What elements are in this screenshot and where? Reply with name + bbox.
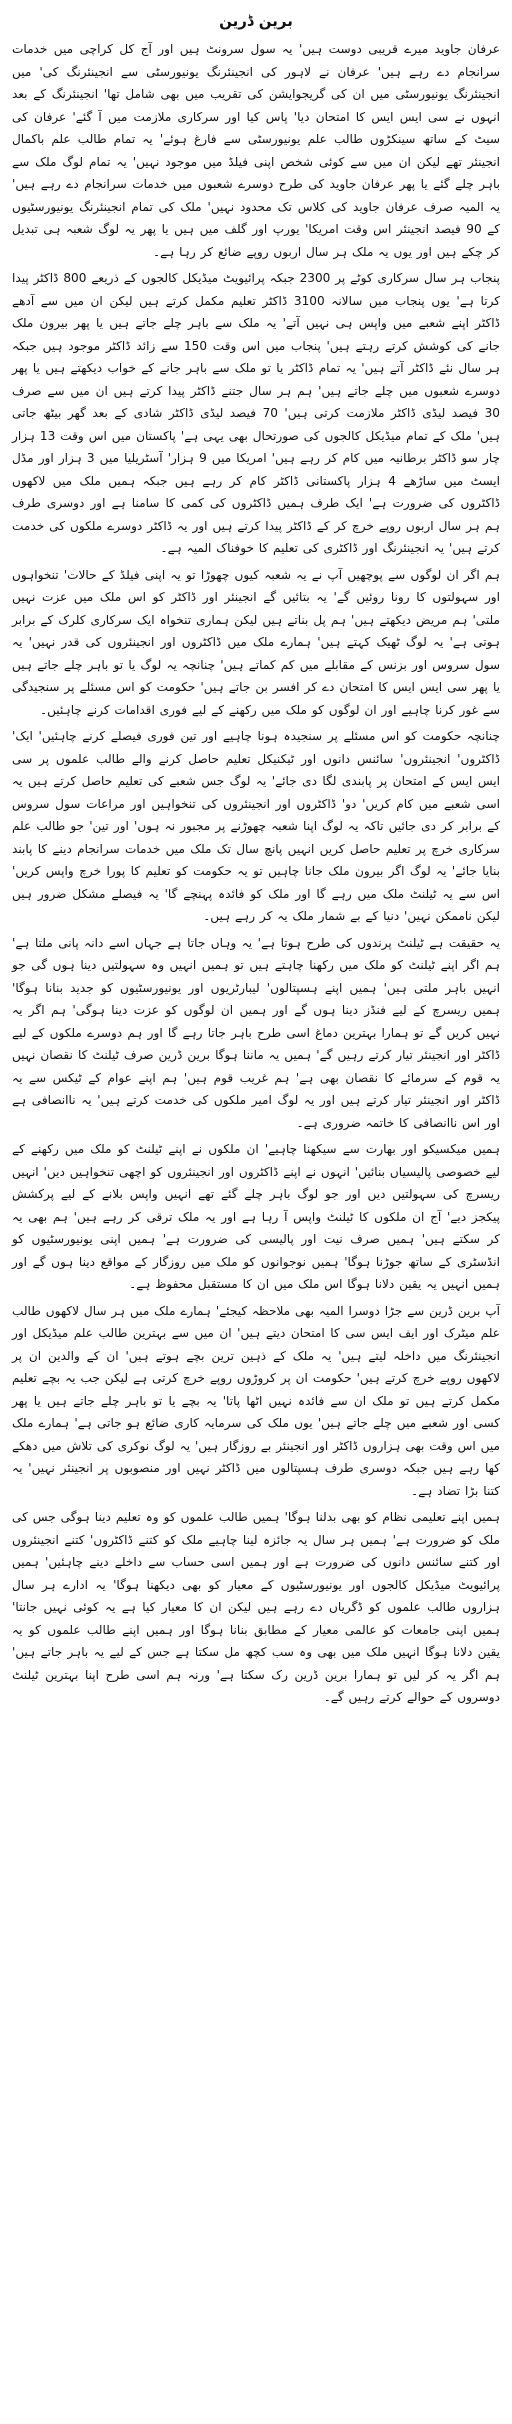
article-title: برین ڈرین bbox=[219, 12, 293, 30]
paragraph-6: ہمیں میکسیکو اور بھارت سے سیکھنا چاہیے' ان ملکوں نے اپنے ٹیلنٹ کو ملک میں رکھنے کے لیے خصوصی پالیسیاں بنائیں' انہوں نے اپنے ڈاکٹروں اور انجینئروں کو اچھی تنخواہیں دیں' انہیں ریسرچ کی سہولتیں دیں اور جو لوگ باہر چلے گئے تھے انہیں واپس بلانے کے لیے پرکشش پیکجز دیے' آج ان ملکوں کا ٹیلنٹ واپس آ رہا ہے اور یہ ملک ترقی کر رہے ہیں' ہم بھی یہ کر سکتے ہیں' ہمیں صرف نیت اور پالیسی کی ضرورت ہے' ہمیں اپنی یونیورسٹیوں کو انڈسٹری کے ساتھ جوڑنا ہوگا' ہمیں نوجوانوں کو ملک میں روزگار کے مواقع دینا ہوں گے اور ہمیں انہیں یہ یقین دلانا ہوگا اس ملک میں ان کا مستقبل محفوظ ہے۔ bbox=[12, 1142, 500, 1291]
paragraph-4: چنانچہ حکومت کو اس مسئلے پر سنجیدہ ہونا چاہیے اور تین فوری فیصلے کرنے چاہئیں' ایک' ڈاکٹروں' انجینئروں' سائنس دانوں اور ٹیکنیکل تعلیم حاصل کرنے والے طالب علموں پر سی ایس ایس کے امتحان پر پابندی لگا دی جائے' یہ لوگ جس شعبے کی تعلیم حاصل کرتے ہیں یہ اسی شعبے میں کام کریں' دو' ڈاکٹروں اور انجینئروں کی تنخواہیں اور مراعات سول سروس کے برابر کر دی جائیں تاکہ یہ لوگ اپنا شعبہ چھوڑنے پر مجبور نہ ہوں' اور تین' جو طالب علم سرکاری خرچ پر تعلیم حاصل کریں انہیں پانچ سال تک ملک میں خدمات سرانجام دینے کا پابند بنایا جائے' یہ لوگ اگر بیرون ملک جانا چاہیں تو یہ حکومت کو تعلیم کا پورا خرچ واپس کریں' اس سے یہ ٹیلنٹ ملک میں رہے گا اور ملک کو فائدہ پہنچے گا' یہ فیصلے مشکل ضرور ہیں لیکن ناممکن نہیں' دنیا کے بے شمار ملک یہ کر رہے ہیں۔ bbox=[12, 729, 500, 923]
paragraph-2: پنجاب ہر سال سرکاری کوٹے پر 2300 جبکہ پرائیویٹ میڈیکل کالجوں کے ذریعے 800 ڈاکٹر پیدا کرتا ہے' یوں پنجاب میں سالانہ 3100 ڈاکٹر تعلیم مکمل کرتے ہیں لیکن ان میں سے آدھے ڈاکٹر اپنے شعبے میں واپس ہی نہیں آتے' یہ ملک سے باہر چلے جاتے ہیں یا پھر بیرون ملک جانے کی کوشش کرتے رہتے ہیں' پنجاب میں اس وقت 150 سے زائد ڈاکٹر موجود ہیں جبکہ ہر سال نئے ڈاکٹر آتے ہیں' یہ تمام ڈاکٹر یا تو ملک سے باہر جانے کے خواب دیکھتے ہیں یا پھر دوسرے شعبوں میں چلے جاتے ہیں' ہم ہر سال جتنے ڈاکٹر پیدا کرتے ہیں ان میں سے صرف 30 فیصد لیڈی ڈاکٹر ملازمت کرتی ہیں' 70 فیصد لیڈی ڈاکٹر شادی کے بعد گھر بیٹھ جاتی ہیں' ملک کے تمام میڈیکل کالجوں کی صورتحال بھی یہی ہے' پاکستان میں اس وقت 13 ہزار چار سو ڈاکٹر برطانیہ میں کام کر رہے ہیں' امریکا میں 9 ہزار' آسٹریلیا میں 3 ہزار اور مڈل ایسٹ میں ساڑھے 4 ہزار پاکستانی ڈاکٹر کام کر رہے ہیں جبکہ ہمیں ملک میں لاکھوں ڈاکٹروں کی ضرورت ہے' ایک طرف ہمیں ڈاکٹروں کی کمی کا سامنا ہے اور دوسری طرف ہم ہر سال اربوں روپے خرچ کر کے ڈاکٹر پیدا کرتے ہیں اور یہ ڈاکٹر دوسرے ملکوں کی خدمت کرتے ہیں' یہ انجینئرنگ اور ڈاکٹری کی تعلیم کا خوفناک المیہ ہے۔ bbox=[12, 271, 500, 555]
paragraph-5: یہ حقیقت ہے ٹیلنٹ پرندوں کی طرح ہوتا ہے' یہ وہاں جاتا ہے جہاں اسے دانہ پانی ملتا ہے' ہم اگر اپنے ٹیلنٹ کو ملک میں رکھنا چاہتے ہیں تو ہمیں انہیں وہ سہولتیں دینا ہوں گی جو انہیں باہر ملتی ہیں' ہمیں اپنے ہسپتالوں' لیبارٹریوں اور یونیورسٹیوں کو جدید بنانا ہوگا' ہمیں ریسرچ کے لیے فنڈز دینا ہوں گے اور ہمیں ان لوگوں کو عزت دینا ہوگی' ہم اگر یہ نہیں کریں گے تو ہمارا بہترین دماغ اسی طرح باہر جاتا رہے گا اور ہم دوسرے ملکوں کے لیے ڈاکٹر اور انجینئر تیار کرتے رہیں گے' ہمیں یہ ماننا ہوگا برین ڈرین صرف ٹیلنٹ کا نقصان نہیں یہ قوم کے سرمائے کا نقصان بھی ہے' ہم غریب قوم ہیں' ہم اپنے عوام کے ٹیکس سے یہ ڈاکٹر اور انجینئر تیار کرتے ہیں اور یہ لوگ امیر ملکوں کی خدمت کرتے ہیں' یہ ناانصافی ہے اور اس ناانصافی کا خاتمہ ضروری ہے۔ bbox=[12, 935, 500, 1130]
paragraph-1: عرفان جاوید میرے قریبی دوست ہیں' یہ سول سرونٹ ہیں اور آج کل کراچی میں خدمات سرانجام دے رہے ہیں' عرفان نے لاہور کی انجینئرنگ یونیورسٹی سے انجینئرنگ کی' میں انجینئرنگ یونیورسٹی میں ان کی گریجوایشن کی تقریب میں بھی شامل تھا' انجینئرنگ کے بعد انہوں نے سی ایس ایس کا امتحان دیا' پاس کیا اور سرکاری ملازمت میں آ گئے' عرفان کی سیٹ کے ساتھ سینکڑوں طالب علم یونیورسٹی سے فارغ ہوئے' یہ تمام طالب علم باکمال انجینئر تھے لیکن ان میں سے کوئی شخص اپنی فیلڈ میں موجود نہیں' یہ تمام لوگ ملک سے باہر چلے گئے یا پھر عرفان جاوید کی طرح دوسرے شعبوں میں خدمات سرانجام دے رہے ہیں' یہ المیہ صرف عرفان جاوید کی کلاس تک محدود نہیں' ملک کی تمام انجینئرنگ یونیورسٹیوں کے 90 فیصد انجینئر اس وقت امریکا' یورپ اور گلف میں ہیں یا پھر یہ لوگ شعبہ ہی تبدیل کر چکے ہیں اور یوں یہ ملک ہر سال اربوں روپے ضائع کر رہا ہے۔ bbox=[12, 42, 500, 259]
paragraph-3: ہم اگر ان لوگوں سے پوچھیں آپ نے یہ شعبہ کیوں چھوڑا تو یہ اپنی فیلڈ کے حالات' تنخواہوں اور سہولتوں کا رونا روئیں گے' یہ بتائیں گے انجینئر اور ڈاکٹر کو اس ملک میں عزت نہیں ملتی' ہم مریض دیکھتے ہیں' ہم پل بناتے ہیں لیکن ہماری تنخواہ ایک سرکاری کلرک کے برابر ہوتی ہے' یہ لوگ ٹھیک کہتے ہیں' ہمارے ملک میں ڈاکٹروں اور انجینئروں کی قدر نہیں' یہ سول سروس اور بزنس کے مقابلے میں کم کماتے ہیں' چنانچہ یہ لوگ یا تو باہر چلے جاتے ہیں یا پھر سی ایس ایس کا امتحان دے کر افسر بن جاتے ہیں' حکومت کو اس مسئلے پر سنجیدگی سے غور کرنا چاہیے اور ان لوگوں کو ملک میں رکھنے کے لیے فوری اقدامات کرنے چاہئیں۔ bbox=[12, 567, 500, 717]
paragraph-7: آپ برین ڈرین سے جڑا دوسرا المیہ بھی ملاحظہ کیجئے' ہمارے ملک میں ہر سال لاکھوں طالب علم میٹرک اور ایف ایس سی کا امتحان دیتے ہیں' ان میں سے بہترین طالب علم میڈیکل اور انجینئرنگ میں داخلہ لیتے ہیں' یہ ملک کے ذہین ترین بچے ہوتے ہیں' ان کے والدین ان پر لاکھوں روپے خرچ کرتے ہیں' حکومت ان پر کروڑوں روپے خرچ کرتی ہے لیکن جب یہ بچے تعلیم مکمل کرتے ہیں تو ملک ان سے فائدہ نہیں اٹھا پاتا' یہ بچے یا تو باہر چلے جاتے ہیں یا پھر کسی اور شعبے میں چلے جاتے ہیں' یوں ملک کی سرمایہ کاری ضائع ہو جاتی ہے' ہمارے ملک میں اس وقت بھی ہزاروں ڈاکٹر اور انجینئر بے روزگار ہیں' یہ لوگ نوکری کی تلاش میں دھکے کھا رہے ہیں جبکہ دوسری طرف ہسپتالوں میں ڈاکٹر نہیں اور منصوبوں پر انجینئر نہیں' یہ کتنا بڑا تضاد ہے۔ bbox=[12, 1303, 500, 1498]
paragraph-8: ہمیں اپنے تعلیمی نظام کو بھی بدلنا ہوگا' ہمیں طالب علموں کو وہ تعلیم دینا ہوگی جس کی ملک کو ضرورت ہے' ہمیں ہر سال یہ جائزہ لینا چاہیے ملک کو کتنے ڈاکٹروں' کتنے انجینئروں اور کتنے سائنس دانوں کی ضرورت ہے اور ہمیں اسی حساب سے داخلے دینے چاہئیں' ہمیں پرائیویٹ میڈیکل کالجوں اور یونیورسٹیوں کے معیار کو بھی دیکھنا ہوگا' یہ ادارے ہر سال ہزاروں طالب علموں کو ڈگریاں دے رہے ہیں لیکن ان کا معیار کیا ہے یہ کوئی نہیں جانتا' ہمیں اپنی جامعات کو عالمی معیار کے مطابق بنانا ہوگا اور ہمیں اپنے طالب علموں کو یہ یقین دلانا ہوگا انہیں ملک میں بھی وہ سب کچھ مل سکتا ہے جس کے لیے یہ باہر جاتے ہیں' ہم اگر یہ کر لیں تو ہمارا برین ڈرین رک سکتا ہے' ورنہ ہم اسی طرح اپنا بہترین ٹیلنٹ دوسروں کے حوالے کرتے رہیں گے۔ bbox=[12, 1510, 500, 1704]
